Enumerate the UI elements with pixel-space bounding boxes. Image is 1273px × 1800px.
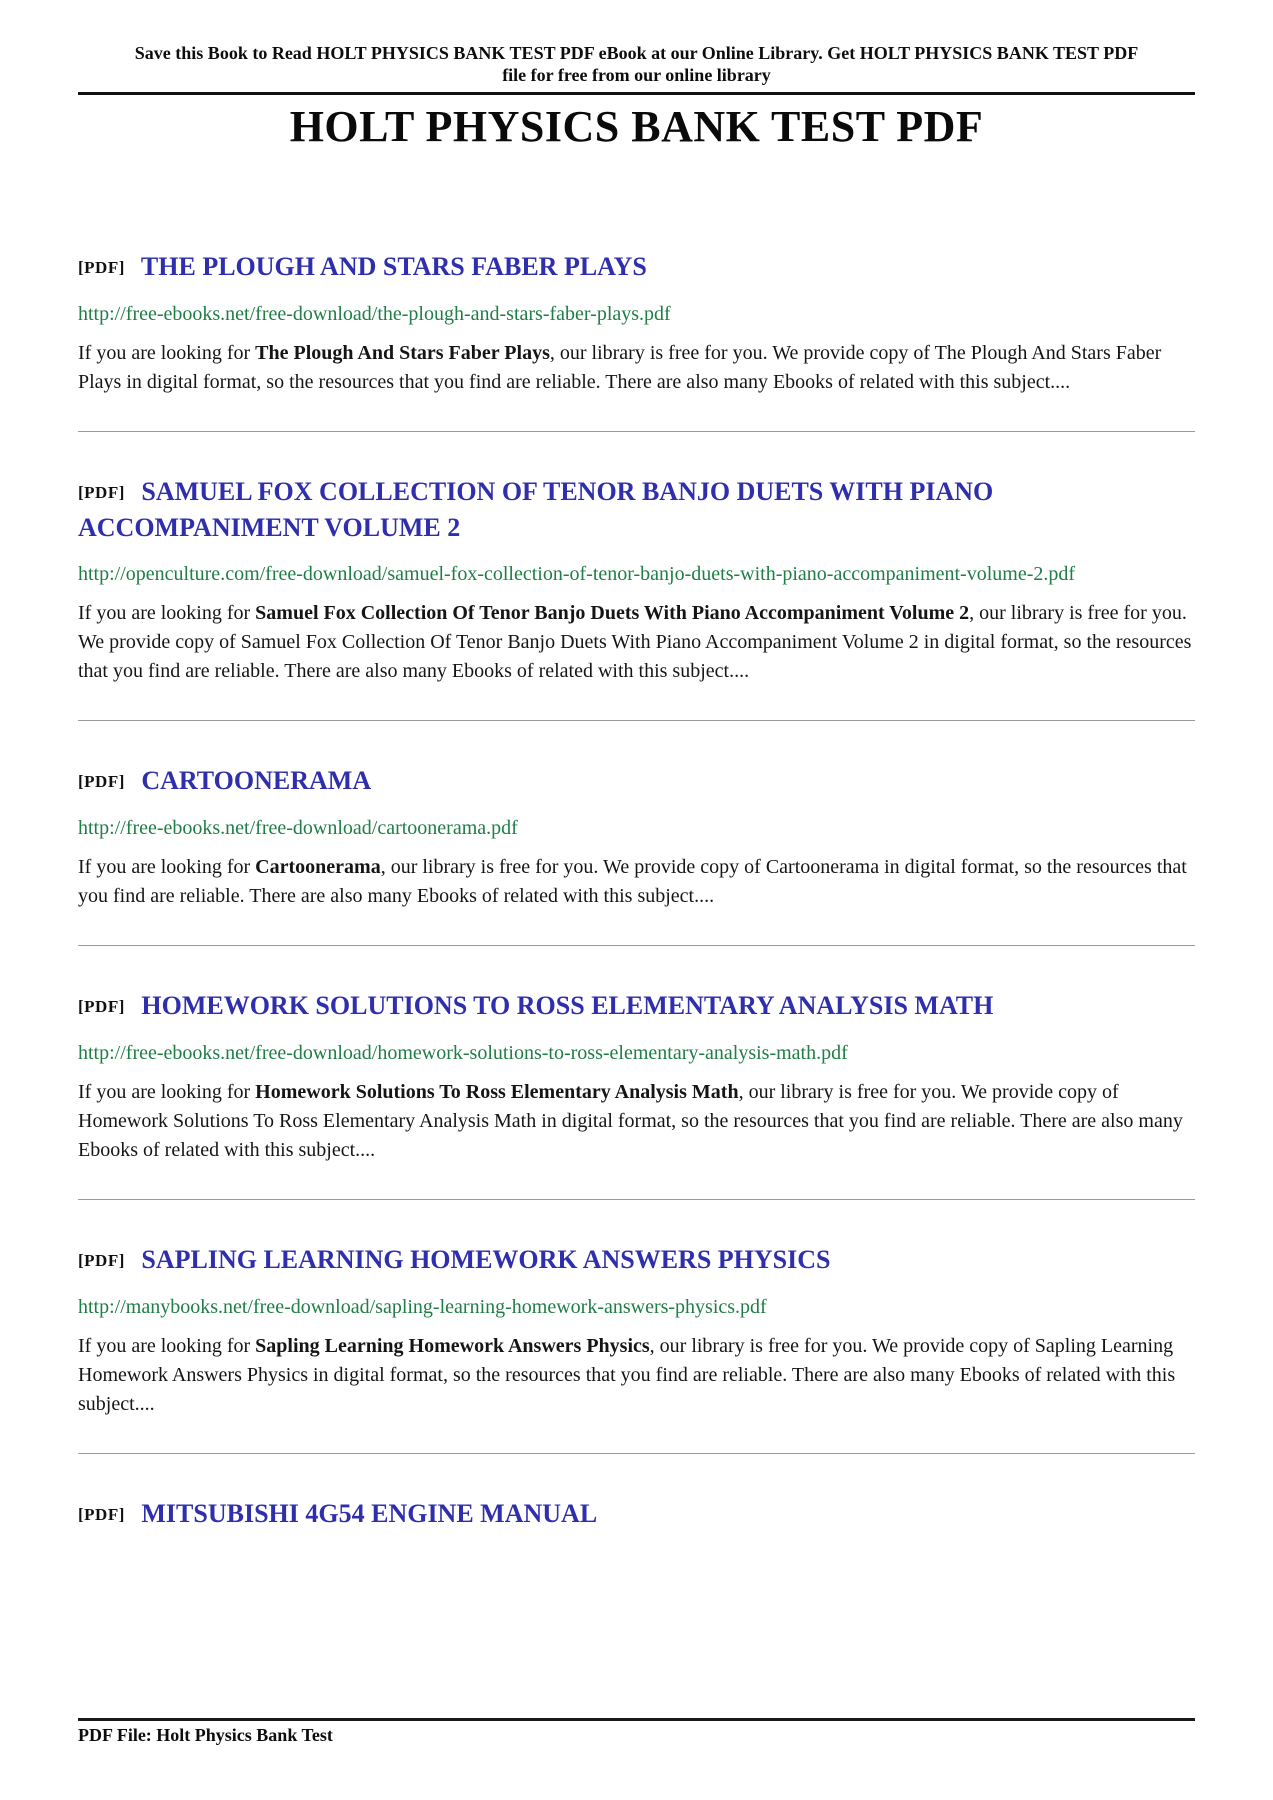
description-bold-title: Samuel Fox Collection Of Tenor Banjo Duets With Piano Accompaniment Volume 2	[255, 602, 970, 624]
pdf-tag: [PDF]	[78, 483, 125, 502]
entry-url-link[interactable]: http://manybooks.net/free-download/sapling-learning-homework-answers-physics.pdf	[78, 1296, 767, 1318]
entry-url	[78, 559, 1195, 589]
section-divider	[78, 431, 1195, 432]
description-bold-title: The Plough And Stars Faber Plays	[255, 342, 550, 364]
footer-file-label: PDF File: Holt Physics Bank Test	[78, 1725, 333, 1745]
section-divider	[78, 720, 1195, 721]
entry-title-link[interactable]: SAPLING LEARNING HOMEWORK ANSWERS PHYSICS	[141, 1245, 831, 1274]
description-text: , our library is free for you. We provide copy of The Plough And Stars Faber Plays in digital format, so the resources that you find are reliable. There are also many Ebooks of related with this subject....	[78, 342, 1162, 393]
entry-heading	[78, 1496, 1195, 1532]
entry-list	[78, 249, 1195, 1532]
description-text: If you are looking for	[78, 342, 256, 364]
entry-heading	[78, 1242, 1195, 1278]
entry-url-link[interactable]: http://free-ebooks.net/free-download/the-plough-and-stars-faber-plays.pdf	[78, 303, 671, 325]
section-divider	[78, 1199, 1195, 1200]
ebook-entry	[78, 988, 1195, 1200]
entry-url	[78, 299, 1195, 329]
entry-heading	[78, 988, 1195, 1024]
entry-title-link[interactable]: CARTOONERAMA	[141, 766, 372, 795]
section-divider	[78, 1453, 1195, 1454]
ebook-entry	[78, 1242, 1195, 1454]
entry-description	[78, 339, 1195, 397]
description-text: , our library is free for you. We provide copy of Cartoonerama in digital format, so the resources that you find are reliable. There are also many Ebooks of related with this subject....	[78, 856, 1187, 907]
entry-url-link[interactable]: http://free-ebooks.net/free-download/homework-solutions-to-ross-elementary-analysis-math.pdf	[78, 1042, 848, 1064]
description-text: If you are looking for	[78, 1335, 256, 1357]
entry-url	[78, 1292, 1195, 1322]
pdf-tag: [PDF]	[78, 1251, 125, 1270]
entry-title-link[interactable]: SAMUEL FOX COLLECTION OF TENOR BANJO DUETS WITH PIANO ACCOMPANIMENT VOLUME 2	[78, 477, 994, 542]
section-divider	[78, 945, 1195, 946]
ebook-entry	[78, 249, 1195, 432]
entry-url	[78, 813, 1195, 843]
entry-heading	[78, 249, 1195, 285]
entry-url-link[interactable]: http://openculture.com/free-download/samuel-fox-collection-of-tenor-banjo-duets-with-piano-accompaniment-volume-2.pdf	[78, 563, 1076, 585]
description-text: , our library is free for you. We provide copy of Samuel Fox Collection Of Tenor Banjo Duets With Piano Accompaniment Volume 2 in digital format, so the resources that you find are reliable. There are also many Ebooks of related with this subject....	[78, 602, 1192, 682]
header-note: Save this Book to Read HOLT PHYSICS BANK TEST PDF eBook at our Online Library. Get HOLT PHYSICS BANK TEST PDF file for free from our online library	[134, 43, 1139, 85]
description-text: If you are looking for	[78, 856, 256, 878]
entry-description	[78, 1078, 1195, 1165]
document-title: HOLT PHYSICS BANK TEST PDF	[289, 102, 984, 151]
page-footer	[78, 1718, 1195, 1746]
description-text: If you are looking for	[78, 1081, 256, 1103]
entry-url	[78, 1038, 1195, 1068]
description-bold-title: Sapling Learning Homework Answers Physics	[255, 1335, 650, 1357]
entry-description	[78, 853, 1195, 911]
pdf-tag: [PDF]	[78, 997, 125, 1016]
entry-heading	[78, 763, 1195, 799]
entry-title-link[interactable]: MITSUBISHI 4G54 ENGINE MANUAL	[141, 1499, 598, 1528]
entry-description	[78, 1332, 1195, 1419]
pdf-tag: [PDF]	[78, 1505, 125, 1524]
description-text: If you are looking for	[78, 602, 256, 624]
ebook-entry	[78, 763, 1195, 946]
ebook-entry	[78, 1496, 1195, 1532]
description-bold-title: Cartoonerama	[255, 856, 381, 878]
description-text: , our library is free for you. We provide copy of Sapling Learning Homework Answers Physics in digital format, so the resources that you find are reliable. There are also many Ebooks of related with this subject....	[78, 1335, 1176, 1415]
entry-url-link[interactable]: http://free-ebooks.net/free-download/cartoonerama.pdf	[78, 817, 518, 839]
entry-description	[78, 599, 1195, 686]
description-bold-title: Homework Solutions To Ross Elementary Analysis Math	[255, 1081, 739, 1103]
entry-title-link[interactable]: THE PLOUGH AND STARS FABER PLAYS	[140, 252, 647, 281]
ebook-entry	[78, 474, 1195, 721]
description-text: , our library is free for you. We provide copy of Homework Solutions To Ross Elementary Analysis Math in digital format, so the resources that you find are reliable. There are also many Ebooks of related with this subject....	[78, 1081, 1183, 1161]
entry-title-link[interactable]: HOMEWORK SOLUTIONS TO ROSS ELEMENTARY ANALYSIS MATH	[141, 991, 994, 1020]
pdf-tag: [PDF]	[78, 772, 125, 791]
entry-heading	[78, 474, 1195, 545]
pdf-tag: [PDF]	[78, 258, 125, 277]
header-rule	[78, 92, 1195, 95]
